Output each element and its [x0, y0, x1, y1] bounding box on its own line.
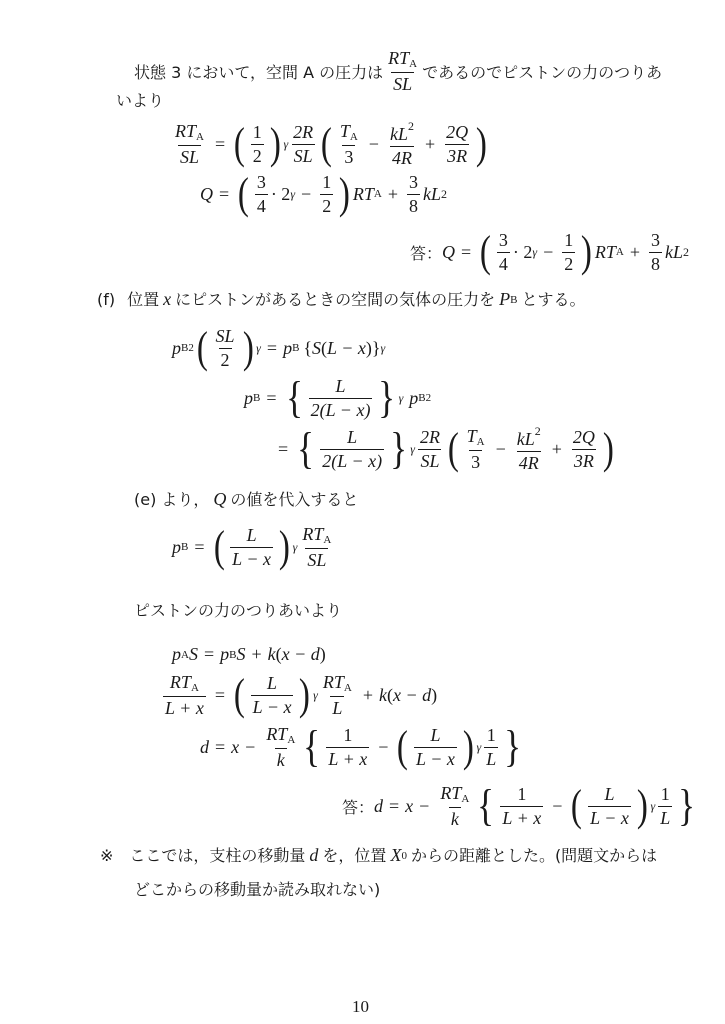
eq2-8: 8 — [408, 195, 418, 216]
eq3-s: S — [312, 337, 322, 358]
eq3-p2: p — [283, 337, 293, 358]
eq8-x: x — [231, 736, 240, 757]
eq5-l: L — [246, 524, 257, 545]
eq4b-2r: 2R — [419, 427, 440, 447]
eq7-gamma: γ — [313, 687, 318, 702]
eq4b-sl: SL — [420, 450, 440, 471]
note-x-sub: 0 — [401, 849, 407, 862]
eq4b-t: T — [466, 426, 477, 447]
section-f — [97, 287, 586, 310]
eq3-b: B — [292, 342, 300, 355]
eq4b-4r: 4R — [518, 452, 539, 473]
eq2-1: 1 — [322, 172, 332, 192]
eq3-p: p — [172, 337, 181, 358]
eq8-rt-sub: A — [287, 734, 296, 746]
equation-4b: = { $\frac{L}{2(L - x)}$ } γ $\frac{2R}{SL}$ ( $\frac{T_A}{3}$ − $\frac{kL^2}{4R}$ + $\frac{2Q}{3R}$ ) — [278, 424, 614, 474]
eq4b-2q: 2Q — [572, 427, 595, 447]
ans1-kl: kL — [665, 241, 683, 262]
eq3-lx: L − x — [327, 337, 366, 358]
eq2-3b: 3 — [408, 172, 418, 192]
eq8-l: L — [430, 724, 441, 745]
p1-continuation: いより — [116, 91, 165, 110]
ans1-dot2: · 2 — [512, 241, 533, 262]
eq4a-p2: p — [409, 387, 419, 408]
e-text: (e) より， — [134, 490, 210, 509]
eq1-half-den: 2 — [252, 145, 262, 166]
f-p: P — [499, 289, 511, 309]
eq8-lpx: L + x — [328, 748, 368, 769]
ans2-l: L — [604, 783, 615, 804]
page-number: 10 — [352, 997, 369, 1016]
eq2-3: 3 — [256, 172, 266, 192]
note-text3: からの距離とした。(問題文からは — [410, 846, 658, 865]
equation-5: p B = ( $\frac{L}{L - x}$ ) γ $\frac{RT_A}{SL}$ — [172, 522, 332, 572]
eq3-2: 2 — [220, 349, 230, 370]
ans2-x: x — [405, 795, 414, 816]
ans2-1: 1 — [517, 783, 527, 804]
note-mark: ※ — [100, 846, 114, 865]
ans1-q: Q — [442, 241, 456, 262]
e-sentence — [134, 487, 358, 510]
equation-7: $\frac{RT_A}{L + x}$ = ( $\frac{L}{L - x}$ ) γ $\frac{RT_A}{L}$ + k ( x − d ) — [165, 670, 438, 720]
note — [100, 843, 657, 866]
eq6-p: p — [172, 644, 181, 664]
ans2-k: k — [450, 808, 459, 829]
eq4a-b2: B2 — [418, 392, 432, 405]
eq4b-l: L — [347, 427, 358, 447]
eq1-gamma: γ — [283, 136, 289, 151]
e-text2: の値を代入すると — [230, 490, 359, 509]
f-label: (f) — [97, 290, 116, 309]
ans1-3b: 3 — [651, 230, 660, 250]
eq5-b: B — [181, 541, 189, 554]
eq1-den: SL — [179, 146, 199, 167]
p1-fraction — [383, 48, 422, 94]
eq8-rt: RT — [266, 724, 288, 744]
ans2-gamma: γ — [650, 798, 656, 813]
eq4a-gamma: γ — [398, 390, 404, 405]
eq2-rt: RT — [352, 183, 374, 204]
eq4b-t-sub: A — [476, 436, 485, 449]
ans1-4: 4 — [498, 253, 508, 274]
equation-1: $\frac{RT_A}{SL}$ = ( $\frac{1}{2}$ ) γ $\frac{2R}{SL}$ ( $\frac{T_A}{3}$ − $\frac{kL^2}{4R}$ + $\frac{2Q}{3R}$ ) — [175, 119, 487, 169]
eq1-2r: 2R — [293, 122, 314, 142]
paragraph-state3 — [134, 48, 662, 94]
eq1-2q: 2Q — [446, 122, 469, 142]
f-x: x — [163, 289, 172, 309]
eq2-kl-sq: 2 — [440, 186, 447, 201]
equation-6: p A S = p B S + k ( x − d ) — [172, 644, 326, 664]
f-text2: にピストンがあるときの空間の気体の圧力を — [175, 290, 496, 309]
p1-num-sub: A — [409, 58, 418, 70]
eq4b-kl: kL — [516, 429, 535, 449]
eq1-num-sub: A — [196, 131, 204, 144]
eq1-kl: kL — [389, 124, 408, 144]
eq1-3r: 3R — [447, 145, 468, 166]
ans1-rt: RT — [594, 241, 616, 262]
ans1-rt-sub: A — [615, 246, 624, 259]
answer-2: 答： d = x − $\frac{RT_A}{k}$ { $\frac{1}{L + x}$ − ( $\frac{L}{L - x}$ ) γ $\frac{1}{L}$ } — [342, 781, 696, 831]
eq2-kl: kL — [422, 183, 441, 204]
eq7-l2: L — [332, 697, 343, 718]
ans1-kl-sq: 2 — [683, 244, 689, 259]
ans1-gamma: γ — [532, 244, 538, 259]
p1-pre: 状態 3 において，空間 A の圧力は — [134, 62, 384, 82]
eq8-1: 1 — [343, 724, 353, 745]
eq4b-kl-sq: 2 — [534, 424, 541, 438]
e-q: Q — [213, 489, 227, 509]
eq8-1b: 1 — [486, 724, 496, 745]
note-x: X — [390, 845, 402, 865]
equation-2: Q = ( $\frac{3}{4}$ · 2 γ − $\frac{1}{2}$ ) RT A + $\frac{3}{8}$ kL 2 — [200, 169, 447, 219]
equation-3: p B2 ( $\frac{SL}{2}$ ) γ = p B { S ( L − x )} γ — [172, 323, 386, 373]
eq4b-3r: 3R — [573, 450, 594, 471]
note-d: d — [309, 845, 319, 865]
eq7-k: k — [378, 684, 387, 705]
eq7-lpx: L + x — [165, 697, 204, 718]
eq8-d: d — [200, 736, 209, 757]
eq1-sl: SL — [293, 145, 313, 166]
eq6-p2: p — [220, 644, 230, 664]
eq1-half-num: 1 — [252, 122, 262, 142]
balance-sentence: ピストンの力のつりあいより — [134, 601, 343, 620]
eq7-l: L — [267, 672, 278, 693]
eq5-rt-sub: A — [323, 534, 332, 546]
ans2-1b: 1 — [660, 783, 670, 804]
eq6-s: S — [188, 644, 198, 664]
ans1-1: 1 — [564, 230, 574, 250]
eq4a-2lx: 2(L − x) — [310, 399, 371, 420]
ans1-2: 2 — [564, 253, 574, 274]
f-text1: 位置 — [127, 290, 160, 309]
p1-num: RT — [388, 48, 410, 68]
eq2-q: Q — [200, 183, 213, 204]
equation-8: d = x − $\frac{RT_A}{k}$ { $\frac{1}{L + x}$ − ( $\frac{L}{L - x}$ ) γ $\frac{1}{L}$ } — [200, 722, 522, 772]
eq3-gamma2: γ — [380, 340, 386, 355]
f-text3: とする。 — [521, 290, 586, 309]
ans2-label: 答： — [342, 797, 375, 817]
eq4a-b: B — [253, 392, 261, 405]
eq5-p: p — [172, 536, 181, 557]
eq1-t-sub: A — [349, 131, 358, 144]
eq3-sl: SL — [215, 326, 235, 346]
eq4b-3: 3 — [471, 451, 481, 472]
p1-den: SL — [393, 73, 413, 94]
p1-post: であるのでピストンの力のつりあ — [422, 62, 663, 82]
eq1-4r: 4R — [391, 147, 412, 168]
eq6-xd: x − d — [281, 644, 320, 664]
eq2-2: 2 — [322, 195, 332, 216]
eq7-rt2-sub: A — [343, 682, 352, 694]
f-p-sub: B — [510, 293, 518, 306]
ans1-label: 答： — [410, 243, 443, 263]
eq2-rt-sub: A — [373, 188, 382, 201]
note-text2: を，位置 — [322, 846, 387, 865]
eq8-k: k — [276, 749, 285, 770]
eq3-gamma: γ — [256, 340, 261, 355]
eq3-b2: B2 — [181, 342, 194, 355]
eq7-rt2: RT — [322, 672, 344, 692]
eq1-three: 3 — [344, 146, 354, 167]
ans2-lpx: L + x — [502, 807, 542, 828]
ans2-rt-sub: A — [461, 793, 470, 805]
ans2-rt: RT — [440, 783, 462, 803]
eq2-gamma: γ — [290, 186, 296, 201]
eq2-4: 4 — [256, 195, 266, 216]
eq4a-p: p — [244, 387, 253, 408]
answer-1: 答： Q = ( $\frac{3}{4}$ · 2 γ − $\frac{1}{2}$ ) RT A + $\frac{3}{8}$ kL 2 — [410, 227, 689, 277]
eq8-gamma: γ — [476, 739, 482, 754]
ans2-lx: L − x — [590, 807, 629, 828]
eq7-rt-sub: A — [190, 682, 199, 694]
eq7-lx: L − x — [252, 696, 292, 717]
eq6-k: k — [267, 644, 276, 664]
eq5-rt: RT — [302, 524, 324, 544]
eq4b-gamma: γ — [410, 441, 415, 456]
eq6-s2: S — [236, 644, 246, 664]
eq1-num: RT — [175, 121, 197, 142]
note-continuation: どこからの移動量か読み取れない) — [134, 880, 381, 899]
eq7-rt: RT — [169, 672, 191, 692]
ans1-3: 3 — [498, 230, 508, 250]
eq6-b: B — [229, 648, 237, 661]
equation-4a: p B = { $\frac{L}{2(L - x)}$ } γ p B2 — [244, 373, 432, 423]
ans2-l2: L — [660, 807, 671, 828]
eq5-lx: L − x — [232, 548, 271, 569]
eq5-sl: SL — [307, 549, 327, 570]
eq2-dot2: · 2 — [270, 183, 291, 204]
eq6-a: A — [181, 648, 189, 661]
eq8-lx: L − x — [416, 748, 455, 769]
eq5-gamma: γ — [292, 539, 298, 554]
note-text1: ここでは，支柱の移動量 — [129, 846, 306, 865]
eq1-kl-sq: 2 — [407, 119, 414, 133]
eq4a-l: L — [335, 376, 346, 396]
eq7-xd: x − d — [392, 684, 432, 705]
eq4b-2lx: 2(L − x) — [322, 450, 383, 471]
ans1-8: 8 — [651, 253, 660, 274]
eq1-t: T — [339, 121, 350, 142]
ans2-d: d — [374, 795, 384, 816]
eq8-l2: L — [486, 748, 497, 769]
